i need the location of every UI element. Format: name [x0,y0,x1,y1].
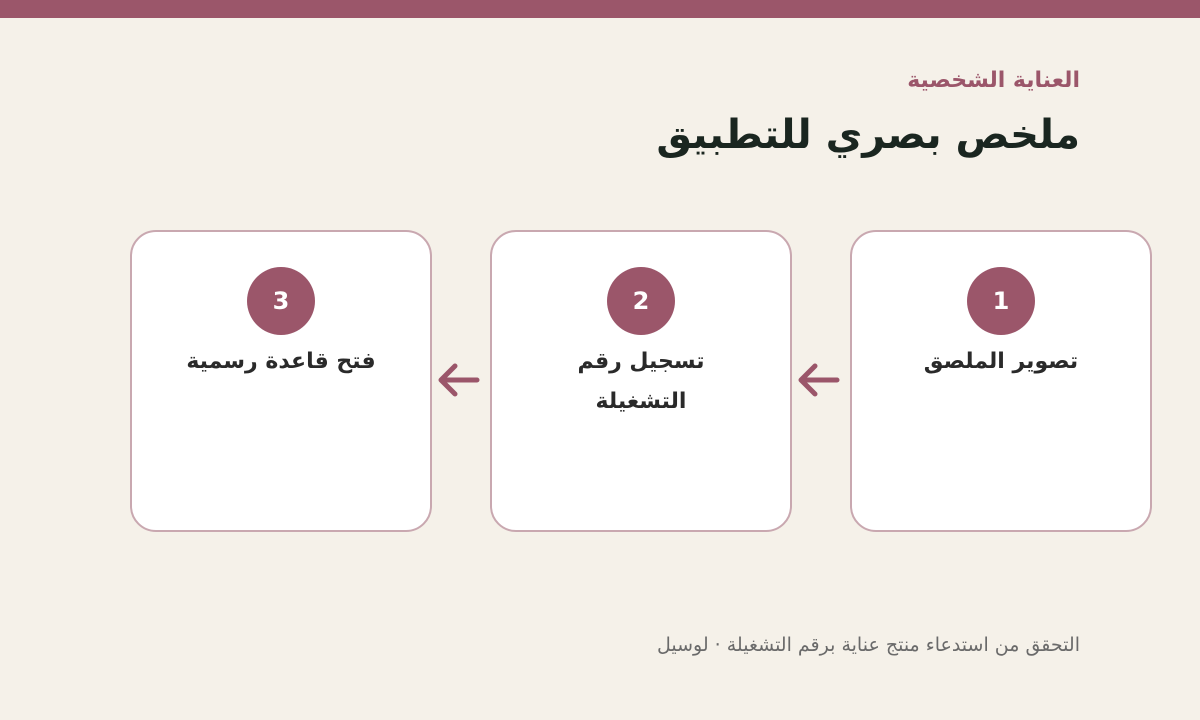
step-number-badge-2: 2 [607,267,675,335]
top-accent-bar [0,0,1200,18]
step-label-3: فتح قاعدة رسمية [186,349,376,374]
category-label: العناية الشخصية [907,68,1080,93]
step-number-badge-3: 3 [247,267,315,335]
footer-caption: التحقق من استدعاء منتج عناية برقم التشغيلة · لوسيل [656,634,1080,656]
arrow-left-icon [435,360,481,400]
step-label-2: تسجيل رقم التشغيلة [577,349,705,414]
page-title: ملخص بصري للتطبيق [656,112,1080,158]
step-card-2 [490,230,792,532]
step-card-3 [130,230,432,532]
step-card-1 [850,230,1152,532]
step-label-1: تصوير الملصق [923,349,1079,374]
arrow-left-icon [795,360,841,400]
step-number-badge-1: 1 [967,267,1035,335]
